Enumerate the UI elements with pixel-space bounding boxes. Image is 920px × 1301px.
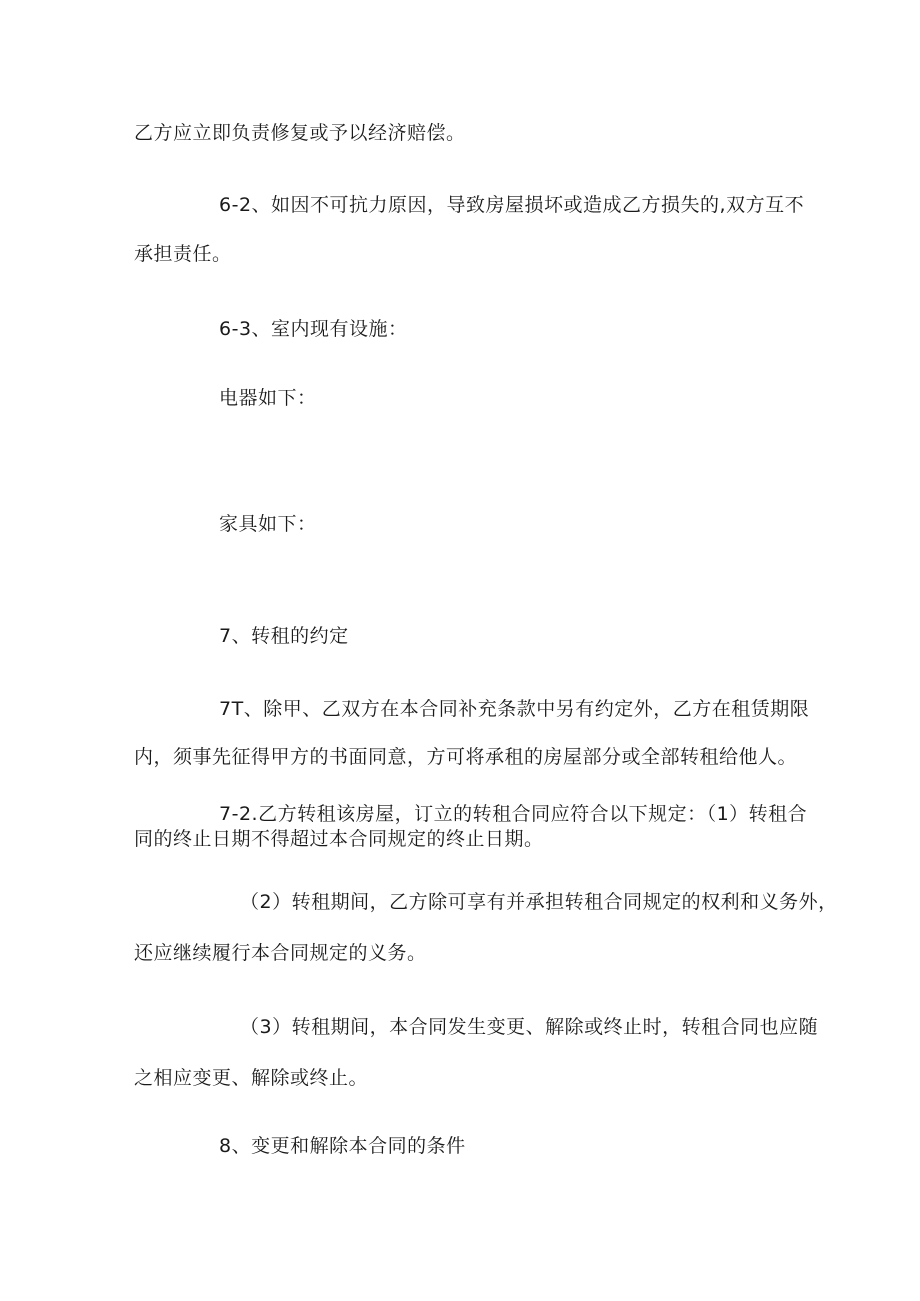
paragraph-line: 同的终止日期不得超过本合同规定的终止日期。 [134,828,544,850]
paragraph-line: 7-2.乙方转租该房屋，订立的转租合同应符合以下规定：（1）转租合 [219,803,808,825]
section-heading: 6-3、室内现有设施： [219,318,408,340]
paragraph-line: 6-2、如因不可抗力原因，导致房屋损坏或造成乙方损失的,双方互不 [219,194,805,216]
paragraph-line: 7T、除甲、乙双方在本合同补充条款中另有约定外，乙方在租赁期限 [219,698,810,720]
paragraph-line: 家具如下： [219,513,317,535]
paragraph-line: 之相应变更、解除或终止。 [134,1067,369,1089]
paragraph-line: （3）转租期间，本合同发生变更、解除或终止时，转租合同也应随 [240,1016,819,1038]
paragraph-line: （2）转租期间，乙方除可享有并承担转租合同规定的权利和义务外， [240,891,838,913]
section-heading: 7、转租的约定 [219,625,349,647]
paragraph-line: 还应继续履行本合同规定的义务。 [134,942,427,964]
paragraph-line: 承担责任。 [134,243,232,265]
paragraph-line: 电器如下： [219,387,317,409]
paragraph-line: 乙方应立即负责修复或予以经济赔偿。 [134,122,466,144]
section-heading: 8、变更和解除本合同的条件 [219,1135,466,1157]
paragraph-line: 内，须事先征得甲方的书面同意，方可将承租的房屋部分或全部转租给他人。 [134,746,798,768]
